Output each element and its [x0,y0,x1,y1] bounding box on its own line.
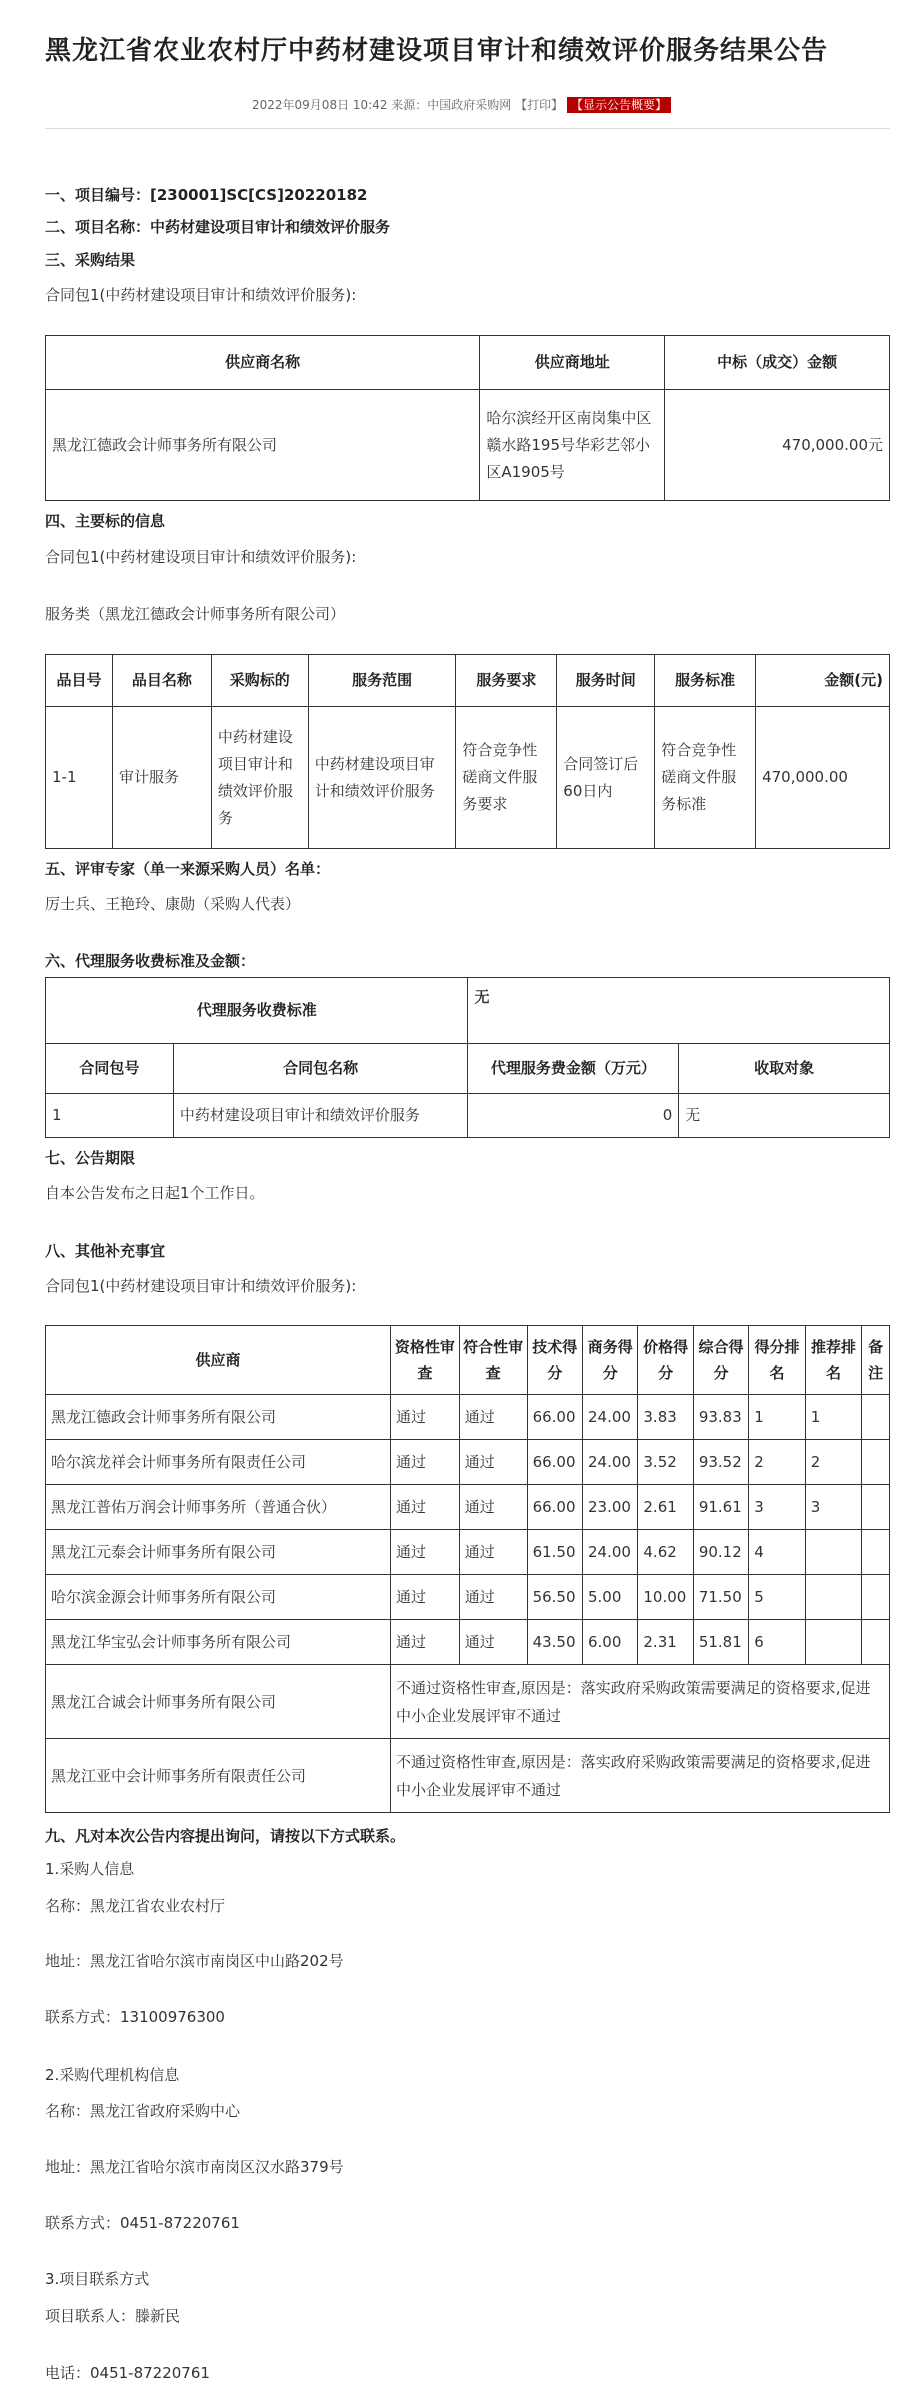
fee-target: 无 [679,1094,890,1138]
project-name [45,216,390,237]
score-recommend: 2 [805,1440,861,1485]
score-remark [862,1485,890,1530]
score-header-recommend: 推荐排名 [805,1326,861,1395]
score-rank: 1 [749,1395,805,1440]
table-row [46,1395,890,1440]
project-name-label: 二、项目名称： [45,218,151,236]
score-technical: 43.50 [527,1620,582,1665]
summary-button[interactable]: 【显示公告概要】 [567,97,671,113]
section6-title: 六、代理服务收费标准及金额： [45,952,256,970]
score-remark [862,1395,890,1440]
score-total: 51.81 [693,1620,748,1665]
score-remark [862,1620,890,1665]
section4-category: 服务类（黑龙江德政会计师事务所有限公司） [45,605,346,623]
score-supplier: 哈尔滨金源会计师事务所有限公司 [46,1575,391,1620]
score-total: 93.83 [693,1395,748,1440]
subject-name: 审计服务 [112,707,211,849]
experts-list: 厉士兵、王艳玲、康勋（采购人代表） [45,895,301,913]
score-price: 2.31 [638,1620,693,1665]
fee-header-amount: 代理服务费金额（万元） [468,1044,679,1094]
project-contact-title: 3.项目联系方式 [45,2270,150,2288]
subject-header-amount: 金额(元) [756,655,890,707]
score-recommend [805,1620,861,1665]
score-technical: 66.00 [527,1395,582,1440]
result-table [45,335,890,501]
subject-time: 合同签订后60日内 [557,707,655,849]
score-header-total: 综合得分 [693,1326,748,1395]
section3-title: 三、采购结果 [45,251,136,269]
score-technical: 66.00 [527,1440,582,1485]
table-row [46,1620,890,1665]
score-header-business: 商务得分 [583,1326,638,1395]
score-conformity: 通过 [459,1575,527,1620]
table-row [46,1485,890,1530]
score-business: 24.00 [583,1395,638,1440]
score-supplier: 黑龙江亚中会计师事务所有限责任公司 [46,1739,391,1813]
section8-title: 八、其他补充事宜 [45,1242,166,1260]
notice-period: 自本公告发布之日起1个工作日。 [45,1184,265,1202]
result-header-amount: 中标（成交）金额 [665,336,890,390]
subject-table [45,654,890,849]
score-header-rank: 得分排名 [749,1326,805,1395]
score-remark [862,1575,890,1620]
score-recommend: 3 [805,1485,861,1530]
score-rank: 5 [749,1575,805,1620]
fee-header-package-name: 合同包名称 [173,1044,468,1094]
fee-package-no: 1 [46,1094,174,1138]
table-row [46,390,890,501]
score-business: 5.00 [583,1575,638,1620]
fee-header-package-no: 合同包号 [46,1044,174,1094]
score-header-technical: 技术得分 [527,1326,582,1395]
score-technical: 56.50 [527,1575,582,1620]
score-conformity: 通过 [459,1530,527,1575]
score-conformity: 通过 [459,1395,527,1440]
title-divider [45,128,890,129]
score-qualification: 通过 [391,1620,460,1665]
score-recommend [805,1575,861,1620]
score-supplier: 黑龙江合诚会计师事务所有限公司 [46,1665,391,1739]
subject-amount: 470,000.00 [756,707,890,849]
purchaser-title: 1.采购人信息 [45,1860,135,1878]
section5-title: 五、评审专家（单一来源采购人员）名单： [45,860,331,878]
score-price: 3.83 [638,1395,693,1440]
subject-header-scope: 服务范围 [308,655,456,707]
score-remark [862,1440,890,1485]
result-header-supplier: 供应商名称 [46,336,480,390]
subject-header-id: 品目号 [46,655,113,707]
table-row [46,1739,890,1813]
section4-title: 四、主要标的信息 [45,512,166,530]
result-supplier: 黑龙江德政会计师事务所有限公司 [46,390,480,501]
score-qualification: 通过 [391,1575,460,1620]
score-header-price: 价格得分 [638,1326,693,1395]
purchaser-contact: 联系方式：13100976300 [45,2008,225,2026]
project-contact-phone: 电话：0451-87220761 [45,2364,210,2382]
score-supplier: 哈尔滨龙祥会计师事务所有限责任公司 [46,1440,391,1485]
agency-name: 名称：黑龙江省政府采购中心 [45,2102,241,2120]
score-rank: 3 [749,1485,805,1530]
subject-target: 中药材建设项目审计和绩效评价服务 [211,707,308,849]
subject-requirement: 符合竞争性磋商文件服务要求 [456,707,557,849]
score-rank: 4 [749,1530,805,1575]
meta-line [0,96,923,113]
subject-header-name: 品目名称 [112,655,211,707]
page-title: 黑龙江省农业农村厅中药材建设项目审计和绩效评价服务结果公告 [45,36,829,66]
score-header-supplier: 供应商 [46,1326,391,1395]
subject-header-time: 服务时间 [557,655,655,707]
table-row [46,1094,890,1138]
subject-scope: 中药材建设项目审计和绩效评价服务 [308,707,456,849]
fee-package-name: 中药材建设项目审计和绩效评价服务 [173,1094,468,1138]
score-conformity: 通过 [459,1620,527,1665]
score-business: 24.00 [583,1440,638,1485]
fee-standard-label: 代理服务收费标准 [46,978,468,1044]
score-price: 4.62 [638,1530,693,1575]
subject-standard: 符合竞争性磋商文件服务标准 [655,707,756,849]
section8-package: 合同包1(中药材建设项目审计和绩效评价服务): [45,1277,357,1295]
score-total: 71.50 [693,1575,748,1620]
score-rank: 2 [749,1440,805,1485]
score-fail-reason: 不通过资格性审查,原因是：落实政府采购政策需要满足的资格要求,促进中小企业发展评审不通过 [391,1665,890,1739]
publish-info: 2022年09月08日 10:42 来源：中国政府采购网 [252,98,512,112]
score-table [45,1325,890,1813]
score-total: 93.52 [693,1440,748,1485]
fee-header-target: 收取对象 [679,1044,890,1094]
score-supplier: 黑龙江华宝弘会计师事务所有限公司 [46,1620,391,1665]
score-supplier: 黑龙江普佑万润会计师事务所（普通合伙） [46,1485,391,1530]
subject-header-standard: 服务标准 [655,655,756,707]
table-row [46,1575,890,1620]
agency-address: 地址：黑龙江省哈尔滨市南岗区汉水路379号 [45,2158,344,2176]
agency-title: 2.采购代理机构信息 [45,2066,180,2084]
fee-standard-value: 无 [468,978,890,1044]
score-header-remark: 备注 [862,1326,890,1395]
score-technical: 61.50 [527,1530,582,1575]
table-row [46,1665,890,1739]
score-fail-reason: 不通过资格性审查,原因是：落实政府采购政策需要满足的资格要求,促进中小企业发展评审不通过 [391,1739,890,1813]
score-price: 10.00 [638,1575,693,1620]
score-qualification: 通过 [391,1440,460,1485]
agency-contact: 联系方式：0451-87220761 [45,2214,240,2232]
score-business: 24.00 [583,1530,638,1575]
score-rank: 6 [749,1620,805,1665]
section3-package: 合同包1(中药材建设项目审计和绩效评价服务): [45,286,357,304]
subject-header-requirement: 服务要求 [456,655,557,707]
fee-amount: 0 [468,1094,679,1138]
table-row [46,1440,890,1485]
agency-fee-table [45,977,890,1138]
project-name-value: 中药材建设项目审计和绩效评价服务 [150,218,391,236]
project-number-label: 一、项目编号： [45,186,151,204]
table-row [46,1530,890,1575]
section4-package: 合同包1(中药材建设项目审计和绩效评价服务): [45,548,357,566]
score-supplier: 黑龙江元泰会计师事务所有限公司 [46,1530,391,1575]
score-total: 91.61 [693,1485,748,1530]
project-number [45,184,367,205]
score-price: 2.61 [638,1485,693,1530]
score-remark [862,1530,890,1575]
score-header-qualification: 资格性审查 [391,1326,460,1395]
subject-id: 1-1 [46,707,113,849]
result-header-address: 供应商地址 [480,336,665,390]
result-amount: 470,000.00元 [665,390,890,501]
subject-header-target: 采购标的 [211,655,308,707]
score-supplier: 黑龙江德政会计师事务所有限公司 [46,1395,391,1440]
score-recommend: 1 [805,1395,861,1440]
score-header-conformity: 符合性审查 [459,1326,527,1395]
section7-title: 七、公告期限 [45,1149,136,1167]
score-price: 3.52 [638,1440,693,1485]
project-number-value: [230001]SC[CS]20220182 [150,186,368,204]
table-row [46,707,890,849]
section9-title: 九、凡对本次公告内容提出询问，请按以下方式联系。 [45,1827,406,1845]
score-recommend [805,1530,861,1575]
project-contact-person: 项目联系人：滕新民 [45,2307,181,2325]
score-conformity: 通过 [459,1440,527,1485]
score-qualification: 通过 [391,1485,460,1530]
score-total: 90.12 [693,1530,748,1575]
score-business: 6.00 [583,1620,638,1665]
score-business: 23.00 [583,1485,638,1530]
score-technical: 66.00 [527,1485,582,1530]
score-qualification: 通过 [391,1395,460,1440]
result-address: 哈尔滨经开区南岗集中区赣水路195号华彩艺邻小区A1905号 [480,390,665,501]
score-qualification: 通过 [391,1530,460,1575]
score-conformity: 通过 [459,1485,527,1530]
print-link[interactable]: 【打印】 [515,98,564,112]
purchaser-name: 名称：黑龙江省农业农村厅 [45,1897,226,1915]
purchaser-address: 地址：黑龙江省哈尔滨市南岗区中山路202号 [45,1952,344,1970]
